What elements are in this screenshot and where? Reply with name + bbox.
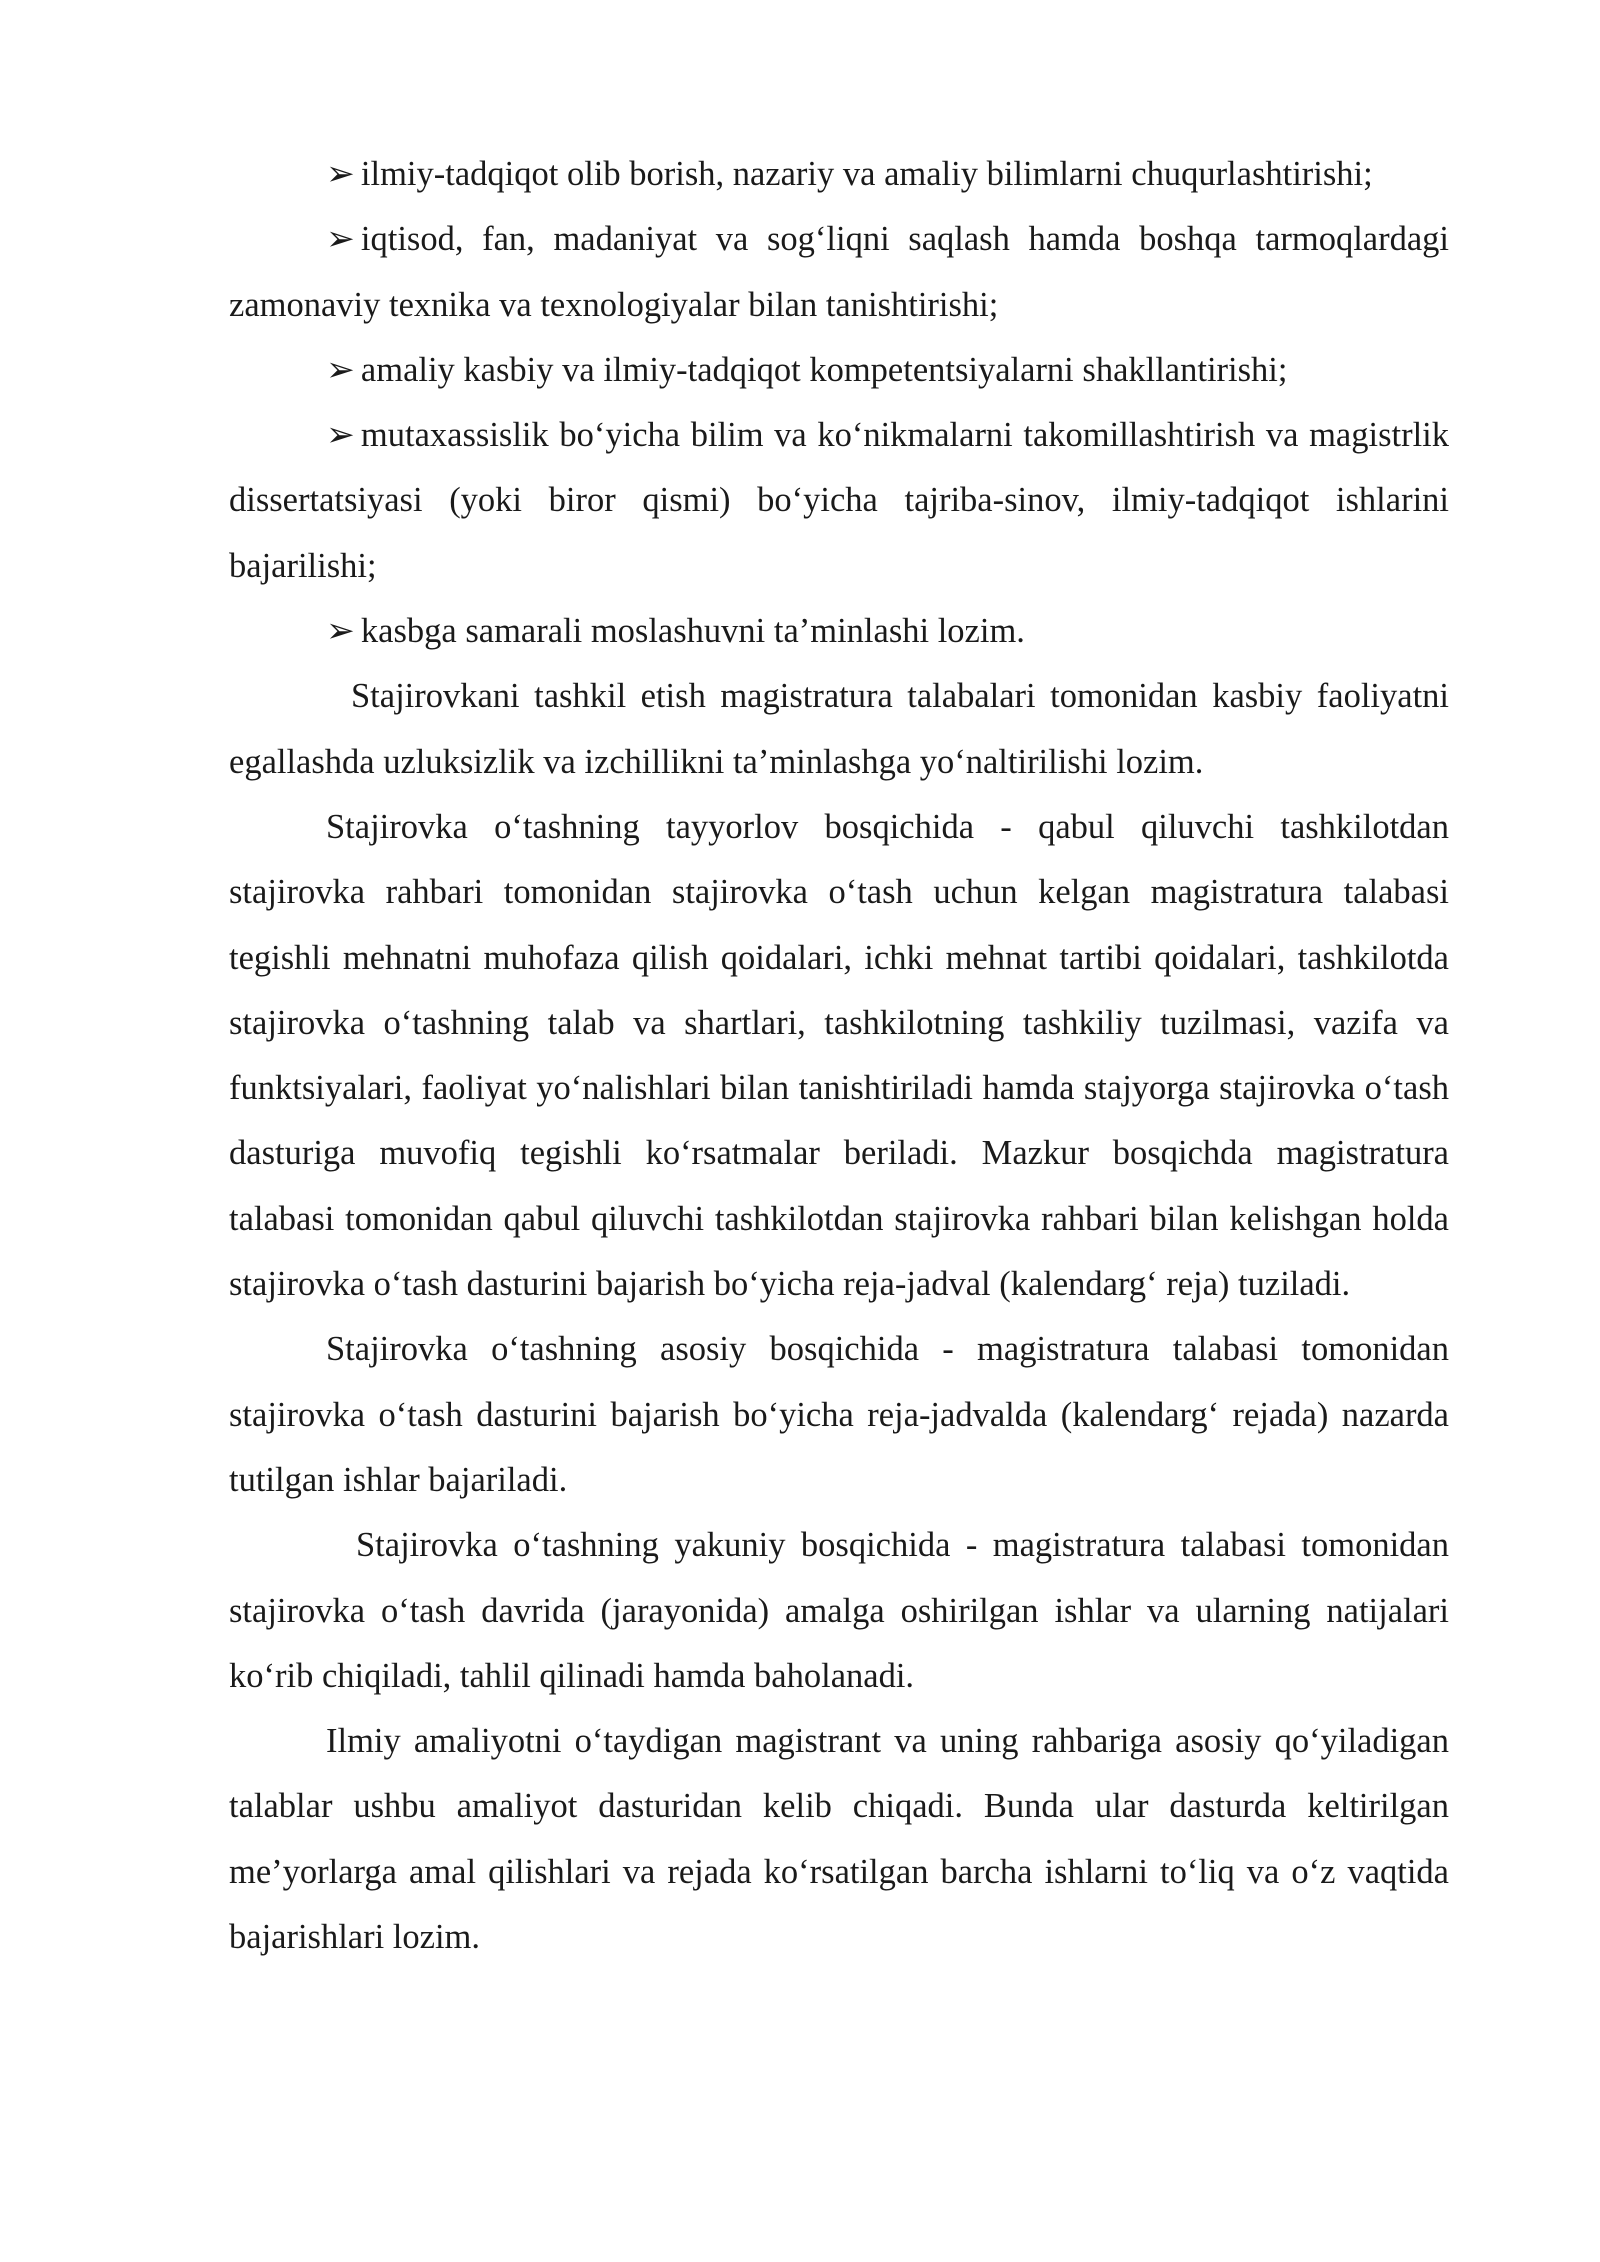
bullet-item xyxy=(229,207,1449,338)
paragraph-main-stage: Stajirovka o‘tashning asosiy bosqichida - magistratura talabasi tomonidan stajirovka o‘tash dasturini bajarish bo‘yicha reja-jadvalda (kalendarg‘ rejada) nazarda tutilgan ishlar bajariladi. xyxy=(229,1330,1449,1499)
bullet-item xyxy=(229,403,1449,599)
bullet-text: amaliy kasbiy va ilmiy-tadqiqot kompetentsiyalarni shakllantirishi; xyxy=(360,350,1288,389)
document-body xyxy=(229,142,1449,1970)
arrowhead-bullet-icon: ➢ xyxy=(326,612,355,651)
bullet-text: mutaxassislik bo‘yicha bilim va ko‘nikmalarni takomillashtirish va magistrlik dissertatsiyasi (yoki biror qismi) bo‘yicha tajriba-sinov, ilmiy-tadqiqot ishlarini bajarilishi; xyxy=(229,416,1449,585)
arrowhead-bullet-icon: ➢ xyxy=(326,416,355,455)
bullet-item xyxy=(229,599,1449,664)
bullet-text: kasbga samarali moslashuvni ta’minlashi lozim. xyxy=(360,612,1025,651)
paragraph-stajirovka-organization: Stajirovkani tashkil etish magistratura talabalari tomonidan kasbiy faoliyatni egallashda uzluksizlik va izchillikni ta’minlashga yo‘naltirilishi lozim. xyxy=(229,677,1449,781)
paragraph-requirements: Ilmiy amaliyotni o‘taydigan magistrant va uning rahbariga asosiy qo‘yiladigan talablar ushbu amaliyot dasturidan kelib chiqadi. Bunda ular dasturda keltirilgan me’yorlarga amal qilishlari va rejada ko‘rsatilgan barcha ishlarni to‘liq va o‘z vaqtida bajarishlari lozim. xyxy=(229,1722,1449,1957)
arrowhead-bullet-icon: ➢ xyxy=(326,155,355,193)
paragraph-preparatory-stage: Stajirovka o‘tashning tayyorlov bosqichida - qabul qiluvchi tashkilotdan stajirovka rahbari tomonidan stajirovka o‘tash uchun kelgan magistratura talabasi tegishli mehnatni muhofaza qilish qoidalari, ichki mehnat tartibi qoidalari, tashkilotda stajirovka o‘tashning talab va shartlari, tashkilotning tashkiliy tuzilmasi, vazifa va funktsiyalari, faoliyat yo‘nalishlari bilan tanishtiriladi hamda stajyorga stajirovka o‘tash dasturiga muvofiq tegishli ko‘rsatmalar beriladi. Mazkur bosqichda magistratura talabasi tomonidan qabul qiluvchi tashkilotdan stajirovka rahbari bilan kelishgan holda stajirovka o‘tash dasturini bajarish bo‘yicha reja-jadval (kalendarg‘ reja) tuziladi. xyxy=(229,807,1449,1304)
bullet-item xyxy=(229,142,1449,207)
paragraph-final-stage: Stajirovka o‘tashning yakuniy bosqichida - magistratura talabasi tomonidan stajirovka o‘tash davrida (jarayonida) amalga oshirilgan ishlar va ularning natijalari ko‘rib chiqiladi, tahlil qilinadi hamda baholanadi. xyxy=(229,1526,1449,1695)
bullet-item xyxy=(229,338,1449,403)
arrowhead-bullet-icon: ➢ xyxy=(326,350,355,389)
bullet-text: ilmiy-tadqiqot olib borish, nazariy va amaliy bilimlarni chuqurlashtirishi; xyxy=(360,155,1373,193)
bullet-text: iqtisod, fan, madaniyat va sog‘liqni saqlash hamda boshqa tarmoqlardagi zamonaviy texnika va texnologiyalar bilan tanishtirishi; xyxy=(229,220,1449,324)
arrowhead-bullet-icon: ➢ xyxy=(326,220,355,259)
